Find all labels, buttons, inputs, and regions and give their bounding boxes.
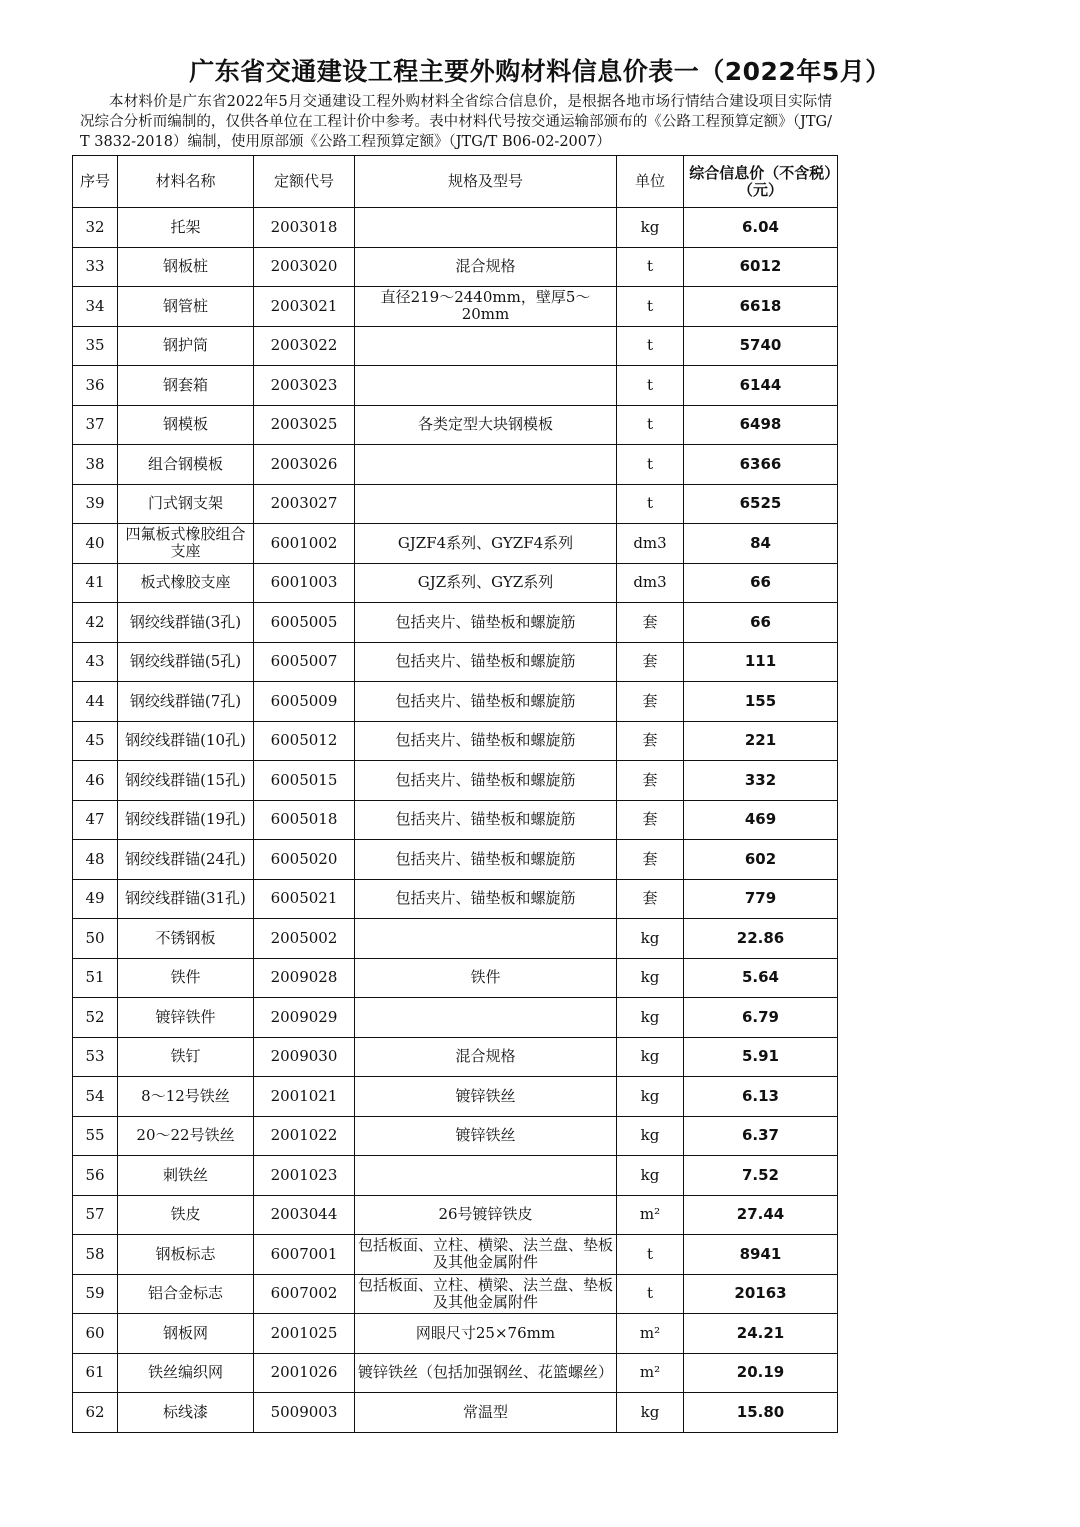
table-row [73,445,838,485]
cell-no: 39 [73,484,118,524]
cell-price: 20.19 [684,1353,838,1393]
table-row [73,721,838,761]
cell-code: 6005020 [254,840,355,880]
cell-code: 6007002 [254,1274,355,1314]
cell-name: 板式橡胶支座 [118,563,254,603]
cell-code: 2005002 [254,919,355,959]
table-row [73,919,838,959]
cell-price: 6144 [684,366,838,406]
table-header-row [73,156,838,208]
cell-name: 镀锌铁件 [118,998,254,1038]
cell-price: 111 [684,642,838,682]
cell-spec: GJZF4系列、GYZF4系列 [355,524,617,564]
cell-code: 6001002 [254,524,355,564]
cell-unit: 套 [617,721,684,761]
cell-code: 2003025 [254,405,355,445]
cell-price: 66 [684,603,838,643]
cell-unit: t [617,1235,684,1275]
cell-name: 钢绞线群锚(31孔) [118,879,254,919]
cell-code: 6005015 [254,761,355,801]
cell-name: 钢套箱 [118,366,254,406]
cell-unit: t [617,366,684,406]
cell-spec [355,208,617,248]
cell-spec: 包括夹片、锚垫板和螺旋筋 [355,642,617,682]
cell-spec: 镀锌铁丝 [355,1116,617,1156]
cell-no: 40 [73,524,118,564]
cell-price: 5740 [684,326,838,366]
cell-unit: kg [617,998,684,1038]
cell-name: 铁丝编织网 [118,1353,254,1393]
cell-spec: 镀锌铁丝 [355,1077,617,1117]
cell-name: 铝合金标志 [118,1274,254,1314]
price-table [72,155,838,1433]
cell-unit: 套 [617,761,684,801]
table-row [73,879,838,919]
cell-spec [355,326,617,366]
table-row [73,958,838,998]
cell-name: 铁皮 [118,1195,254,1235]
cell-name: 四氟板式橡胶组合支座 [118,524,254,564]
cell-price: 66 [684,563,838,603]
cell-spec: 网眼尺寸25×76mm [355,1314,617,1354]
intro-paragraph: 本材料价是广东省2022年5月交通建设工程外购材料全省综合信息价，是根据各地市场行情结合建设项目实际情况综合分析而编制的，仅供各单位在工程计价中参考。表中材料代号按交通运输部颁布的《公路工程预算定额》（JTG/T 3832-2018）编制，使用原部颁《公路工程预算定额》（JTG/T B06-02-2007） [80,94,832,150]
cell-no: 57 [73,1195,118,1235]
cell-unit: kg [617,1116,684,1156]
cell-code: 2003020 [254,247,355,287]
cell-name: 铁件 [118,958,254,998]
cell-unit: t [617,1274,684,1314]
cell-unit: 套 [617,682,684,722]
table-row [73,1077,838,1117]
table-row [73,326,838,366]
cell-code: 2009028 [254,958,355,998]
cell-unit: t [617,484,684,524]
cell-price: 6.79 [684,998,838,1038]
cell-no: 45 [73,721,118,761]
cell-spec: 26号镀锌铁皮 [355,1195,617,1235]
cell-name: 20～22号铁丝 [118,1116,254,1156]
cell-code: 2001021 [254,1077,355,1117]
cell-spec: 包括夹片、锚垫板和螺旋筋 [355,800,617,840]
cell-price: 6498 [684,405,838,445]
table-row [73,840,838,880]
cell-spec: 包括夹片、锚垫板和螺旋筋 [355,879,617,919]
cell-no: 55 [73,1116,118,1156]
cell-spec [355,366,617,406]
cell-unit: kg [617,208,684,248]
cell-unit: dm3 [617,563,684,603]
cell-name: 钢绞线群锚(5孔) [118,642,254,682]
cell-price: 6.37 [684,1116,838,1156]
cell-price: 6618 [684,287,838,327]
cell-unit: t [617,405,684,445]
cell-no: 43 [73,642,118,682]
cell-name: 钢绞线群锚(15孔) [118,761,254,801]
table-row [73,800,838,840]
cell-name: 钢管桩 [118,287,254,327]
cell-price: 6525 [684,484,838,524]
cell-no: 50 [73,919,118,959]
cell-price: 6.04 [684,208,838,248]
cell-unit: m² [617,1353,684,1393]
cell-code: 2001022 [254,1116,355,1156]
cell-no: 49 [73,879,118,919]
cell-spec: 包括夹片、锚垫板和螺旋筋 [355,840,617,880]
cell-spec: 直径219～2440mm，壁厚5～20mm [355,287,617,327]
cell-spec [355,919,617,959]
cell-spec: 混合规格 [355,247,617,287]
cell-code: 2001023 [254,1156,355,1196]
cell-price: 469 [684,800,838,840]
header-name: 材料名称 [118,156,254,208]
cell-code: 6005021 [254,879,355,919]
cell-name: 托架 [118,208,254,248]
table-row [73,1314,838,1354]
cell-code: 6005018 [254,800,355,840]
cell-code: 6005005 [254,603,355,643]
cell-name: 钢绞线群锚(7孔) [118,682,254,722]
cell-price: 22.86 [684,919,838,959]
cell-unit: kg [617,919,684,959]
table-row [73,208,838,248]
cell-code: 5009003 [254,1393,355,1433]
cell-price: 602 [684,840,838,880]
cell-name: 门式钢支架 [118,484,254,524]
cell-spec: 包括夹片、锚垫板和螺旋筋 [355,603,617,643]
cell-no: 33 [73,247,118,287]
cell-name: 不锈钢板 [118,919,254,959]
cell-name: 刺铁丝 [118,1156,254,1196]
cell-unit: m² [617,1195,684,1235]
cell-no: 58 [73,1235,118,1275]
cell-code: 2001026 [254,1353,355,1393]
cell-price: 221 [684,721,838,761]
table-row [73,287,838,327]
cell-name: 钢绞线群锚(3孔) [118,603,254,643]
header-price: 综合信息价（不含税）（元） [684,156,838,208]
cell-no: 36 [73,366,118,406]
cell-no: 35 [73,326,118,366]
cell-no: 54 [73,1077,118,1117]
cell-code: 2003018 [254,208,355,248]
cell-unit: 套 [617,800,684,840]
table-row [73,247,838,287]
cell-unit: t [617,445,684,485]
cell-price: 5.64 [684,958,838,998]
cell-unit: kg [617,1037,684,1077]
table-row [73,603,838,643]
cell-name: 钢绞线群锚(10孔) [118,721,254,761]
cell-price: 155 [684,682,838,722]
cell-spec: 铁件 [355,958,617,998]
table-row [73,682,838,722]
cell-name: 组合钢模板 [118,445,254,485]
table-body [73,208,838,1433]
cell-spec: 各类定型大块钢模板 [355,405,617,445]
cell-spec: GJZ系列、GYZ系列 [355,563,617,603]
cell-no: 41 [73,563,118,603]
cell-name: 钢模板 [118,405,254,445]
cell-code: 6005007 [254,642,355,682]
cell-price: 5.91 [684,1037,838,1077]
cell-name: 钢板桩 [118,247,254,287]
cell-spec: 包括夹片、锚垫板和螺旋筋 [355,682,617,722]
cell-code: 6001003 [254,563,355,603]
cell-name: 8～12号铁丝 [118,1077,254,1117]
cell-code: 2003026 [254,445,355,485]
table-row [73,524,838,564]
cell-name: 钢绞线群锚(24孔) [118,840,254,880]
cell-price: 20163 [684,1274,838,1314]
table-row [73,642,838,682]
cell-unit: kg [617,958,684,998]
header-spec: 规格及型号 [355,156,617,208]
cell-no: 52 [73,998,118,1038]
cell-code: 2001025 [254,1314,355,1354]
cell-price: 779 [684,879,838,919]
table-row [73,1353,838,1393]
cell-name: 钢绞线群锚(19孔) [118,800,254,840]
cell-unit: dm3 [617,524,684,564]
table-row [73,1156,838,1196]
cell-no: 38 [73,445,118,485]
cell-price: 6366 [684,445,838,485]
cell-no: 37 [73,405,118,445]
cell-no: 61 [73,1353,118,1393]
page-title: 广东省交通建设工程主要外购材料信息价表一（2022年5月） [189,57,891,86]
cell-spec [355,998,617,1038]
cell-no: 53 [73,1037,118,1077]
table-row [73,1393,838,1433]
table-row [73,998,838,1038]
cell-name: 铁钉 [118,1037,254,1077]
cell-no: 47 [73,800,118,840]
cell-spec [355,1156,617,1196]
cell-price: 6012 [684,247,838,287]
cell-price: 7.52 [684,1156,838,1196]
cell-unit: kg [617,1156,684,1196]
cell-spec: 包括板面、立柱、横梁、法兰盘、垫板及其他金属附件 [355,1274,617,1314]
table-row [73,1235,838,1275]
cell-no: 32 [73,208,118,248]
cell-price: 24.21 [684,1314,838,1354]
table-row [73,484,838,524]
cell-name: 钢护筒 [118,326,254,366]
cell-unit: 套 [617,642,684,682]
cell-no: 46 [73,761,118,801]
cell-unit: 套 [617,603,684,643]
table-row [73,405,838,445]
cell-code: 6005012 [254,721,355,761]
cell-no: 42 [73,603,118,643]
cell-price: 8941 [684,1235,838,1275]
table-row [73,761,838,801]
table-row [73,366,838,406]
cell-unit: t [617,326,684,366]
cell-spec: 包括夹片、锚垫板和螺旋筋 [355,761,617,801]
header-unit: 单位 [617,156,684,208]
cell-unit: t [617,247,684,287]
table-row [73,1274,838,1314]
cell-code: 6005009 [254,682,355,722]
cell-code: 6007001 [254,1235,355,1275]
cell-unit: kg [617,1393,684,1433]
cell-unit: 套 [617,879,684,919]
header-no: 序号 [73,156,118,208]
cell-code: 2003023 [254,366,355,406]
cell-unit: t [617,287,684,327]
cell-code: 2003021 [254,287,355,327]
cell-unit: m² [617,1314,684,1354]
cell-no: 48 [73,840,118,880]
cell-no: 59 [73,1274,118,1314]
cell-code: 2009030 [254,1037,355,1077]
cell-unit: 套 [617,840,684,880]
header-code: 定额代号 [254,156,355,208]
table-row [73,1195,838,1235]
cell-price: 84 [684,524,838,564]
table-row [73,1116,838,1156]
cell-name: 钢板标志 [118,1235,254,1275]
cell-no: 34 [73,287,118,327]
cell-spec: 常温型 [355,1393,617,1433]
cell-spec: 包括板面、立柱、横梁、法兰盘、垫板及其他金属附件 [355,1235,617,1275]
cell-no: 60 [73,1314,118,1354]
cell-spec: 包括夹片、锚垫板和螺旋筋 [355,721,617,761]
cell-spec: 镀锌铁丝（包括加强钢丝、花篮螺丝） [355,1353,617,1393]
cell-spec [355,484,617,524]
cell-code: 2003022 [254,326,355,366]
cell-no: 51 [73,958,118,998]
cell-code: 2003044 [254,1195,355,1235]
cell-price: 15.80 [684,1393,838,1433]
cell-name: 钢板网 [118,1314,254,1354]
cell-no: 56 [73,1156,118,1196]
cell-price: 332 [684,761,838,801]
cell-price: 27.44 [684,1195,838,1235]
table-row [73,563,838,603]
cell-name: 标线漆 [118,1393,254,1433]
price-table-container [72,155,838,1433]
cell-unit: kg [617,1077,684,1117]
table-row [73,1037,838,1077]
cell-spec [355,445,617,485]
cell-code: 2003027 [254,484,355,524]
cell-spec: 混合规格 [355,1037,617,1077]
cell-code: 2009029 [254,998,355,1038]
cell-no: 62 [73,1393,118,1433]
cell-price: 6.13 [684,1077,838,1117]
cell-no: 44 [73,682,118,722]
